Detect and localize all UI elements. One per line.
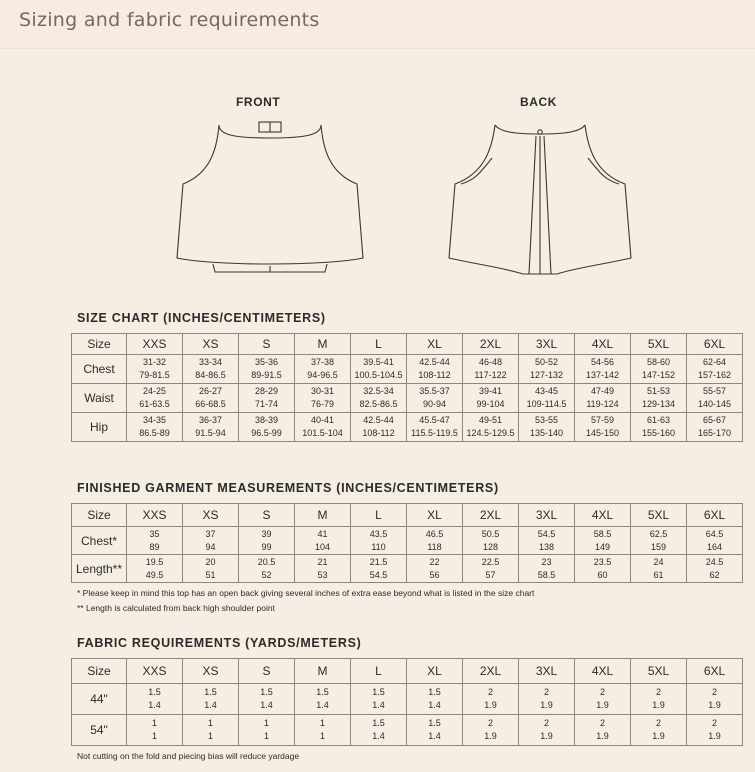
table-cell <box>183 715 239 746</box>
inches-value: 2 <box>543 687 549 697</box>
centimeters-value: 1 <box>207 731 213 741</box>
table-cell <box>575 684 631 715</box>
row-label: Chest <box>72 355 127 384</box>
inches-value: 62.5 <box>649 528 668 539</box>
table-cell <box>295 355 351 384</box>
header-3xl: 3XL <box>519 334 575 355</box>
table-cell <box>183 413 239 442</box>
inches-value: 21 <box>317 556 328 567</box>
table-cell <box>351 355 407 384</box>
table-cell <box>127 555 183 583</box>
table-cell <box>631 413 687 442</box>
header-2xl: 2XL <box>463 504 519 527</box>
table-cell <box>519 715 575 746</box>
centimeters-value: 62 <box>709 569 720 580</box>
centimeters-value: 145-150 <box>585 428 620 438</box>
table-cell <box>239 715 295 746</box>
table-cell <box>631 715 687 746</box>
inches-value: 2 <box>655 718 661 728</box>
header-6xl: 6XL <box>687 659 743 684</box>
centimeters-value: 108-112 <box>362 428 395 438</box>
inches-value: 20.5 <box>257 556 276 567</box>
inches-value: 1.5 <box>428 718 441 728</box>
header-s: S <box>239 504 295 527</box>
centimeters-value: 124.5-129.5 <box>466 428 515 438</box>
table-cell <box>183 527 239 555</box>
table-cell <box>239 555 295 583</box>
centimeters-value: 127-132 <box>529 370 564 380</box>
inches-value: 37-38 <box>310 357 335 367</box>
centimeters-value: 49.5 <box>145 569 164 580</box>
inches-value: 2 <box>599 718 605 728</box>
row-label: 44" <box>72 684 127 715</box>
inches-value: 42.5-44 <box>363 415 394 425</box>
header-m: M <box>295 334 351 355</box>
header-l: L <box>351 659 407 684</box>
centimeters-value: 56 <box>429 569 440 580</box>
inches-value: 21.5 <box>369 556 388 567</box>
table-cell <box>687 384 743 413</box>
table-cell <box>463 413 519 442</box>
inches-value: 2 <box>543 718 549 728</box>
centimeters-value: 104 <box>314 541 331 552</box>
header-m: M <box>295 659 351 684</box>
centimeters-value: 60 <box>597 569 608 580</box>
table-cell <box>687 715 743 746</box>
header-xl: XL <box>407 659 463 684</box>
table-cell <box>519 384 575 413</box>
fabric-note: Not cutting on the fold and piecing bias will reduce yardage <box>77 751 300 761</box>
row-label: Hip <box>72 413 127 442</box>
centimeters-value: 1.4 <box>148 700 161 710</box>
centimeters-value: 1.9 <box>484 700 497 710</box>
table-row <box>72 684 743 715</box>
table-cell <box>295 384 351 413</box>
table-cell <box>631 527 687 555</box>
inches-value: 1 <box>151 718 157 728</box>
centimeters-value: 1.9 <box>484 731 497 741</box>
inches-value: 54.5 <box>537 528 556 539</box>
centimeters-value: 100.5-104.5 <box>354 370 403 380</box>
centimeters-value: 1 <box>319 731 325 741</box>
inches-value: 57-59 <box>590 415 615 425</box>
table-cell <box>239 413 295 442</box>
inches-value: 1.5 <box>316 687 329 697</box>
table-cell <box>519 355 575 384</box>
table-cell <box>519 413 575 442</box>
header-size: Size <box>72 504 127 527</box>
header-4xl: 4XL <box>575 504 631 527</box>
table-cell <box>631 355 687 384</box>
inches-value: 1 <box>207 718 213 728</box>
inches-value: 58.5 <box>593 528 612 539</box>
centimeters-value: 61-63.5 <box>139 399 170 409</box>
centimeters-value: 57 <box>485 569 496 580</box>
centimeters-value: 82.5-86.5 <box>359 399 398 409</box>
table-cell <box>463 715 519 746</box>
table-cell <box>295 555 351 583</box>
header-6xl: 6XL <box>687 504 743 527</box>
fabric-chart-table <box>71 658 743 746</box>
size-chart-table <box>71 333 743 442</box>
table-row <box>72 413 743 442</box>
finished-chart-table <box>71 503 743 583</box>
table-cell <box>519 527 575 555</box>
inches-value: 42.5-44 <box>419 357 450 367</box>
centimeters-value: 94-96.5 <box>307 370 338 380</box>
centimeters-value: 159 <box>650 541 667 552</box>
centimeters-value: 54.5 <box>369 569 388 580</box>
inches-value: 2 <box>487 687 493 697</box>
inches-value: 39 <box>261 528 272 539</box>
centimeters-value: 58.5 <box>537 569 556 580</box>
table-cell <box>239 684 295 715</box>
centimeters-value: 1.4 <box>372 700 385 710</box>
inches-value: 45.5-47 <box>419 415 450 425</box>
table-cell <box>519 684 575 715</box>
table-cell <box>407 384 463 413</box>
finished-note-ease: * Please keep in mind this top has an open back giving several inches of extra ease beyond what is listed in the size chart <box>77 588 535 598</box>
centimeters-value: 1 <box>151 731 157 741</box>
table-cell <box>183 555 239 583</box>
inches-value: 50-52 <box>534 357 559 367</box>
table-cell <box>239 355 295 384</box>
table-cell <box>575 413 631 442</box>
header-size: Size <box>72 334 127 355</box>
table-cell <box>351 555 407 583</box>
header-xxs: XXS <box>127 334 183 355</box>
centimeters-value: 137-142 <box>585 370 620 380</box>
centimeters-value: 147-152 <box>641 370 676 380</box>
header-s: S <box>239 334 295 355</box>
centimeters-value: 89 <box>149 541 160 552</box>
inches-value: 40-41 <box>310 415 335 425</box>
header-5xl: 5XL <box>631 659 687 684</box>
centimeters-value: 115.5-119.5 <box>411 428 458 438</box>
inches-value: 1.5 <box>204 687 217 697</box>
header-2xl: 2XL <box>463 334 519 355</box>
centimeters-value: 101.5-104 <box>302 428 343 438</box>
inches-value: 22.5 <box>481 556 500 567</box>
inches-value: 43-45 <box>534 386 559 396</box>
centimeters-value: 118 <box>427 541 442 552</box>
table-cell <box>575 355 631 384</box>
inches-value: 41 <box>317 528 328 539</box>
table-cell <box>407 355 463 384</box>
table-cell <box>127 355 183 384</box>
table-row <box>72 355 743 384</box>
centimeters-value: 84-86.5 <box>195 370 226 380</box>
inches-value: 64.5 <box>705 528 724 539</box>
centimeters-value: 1.9 <box>652 700 665 710</box>
row-label: Waist <box>72 384 127 413</box>
size-chart-header-row <box>72 334 743 355</box>
centimeters-value: 138 <box>538 541 555 552</box>
inches-value: 62-64 <box>702 357 727 367</box>
inches-value: 39-41 <box>478 386 503 396</box>
table-cell <box>127 684 183 715</box>
centimeters-value: 1.4 <box>204 700 217 710</box>
centimeters-value: 71-74 <box>254 399 279 409</box>
table-cell <box>631 555 687 583</box>
header-xs: XS <box>183 334 239 355</box>
inches-value: 24.5 <box>705 556 724 567</box>
centimeters-value: 99-104 <box>476 399 505 409</box>
table-cell <box>575 555 631 583</box>
table-row <box>72 527 743 555</box>
inches-value: 43.5 <box>369 528 388 539</box>
centimeters-value: 117-122 <box>474 370 507 380</box>
table-cell <box>127 384 183 413</box>
table-cell <box>631 684 687 715</box>
table-cell <box>631 384 687 413</box>
inches-value: 61-63 <box>646 415 671 425</box>
row-label: Length** <box>72 555 127 583</box>
size-chart-title: SIZE CHART (INCHES/CENTIMETERS) <box>77 311 326 325</box>
centimeters-value: 1.4 <box>428 700 441 710</box>
table-cell <box>407 555 463 583</box>
table-cell <box>351 413 407 442</box>
centimeters-value: 76-79 <box>310 399 335 409</box>
inches-value: 1 <box>319 718 325 728</box>
table-cell <box>351 384 407 413</box>
inches-value: 1.5 <box>428 687 441 697</box>
table-cell <box>239 527 295 555</box>
front-label: FRONT <box>236 95 281 109</box>
table-cell <box>687 413 743 442</box>
centimeters-value: 1.9 <box>708 700 721 710</box>
table-cell <box>407 715 463 746</box>
inches-value: 20 <box>205 556 216 567</box>
header-m: M <box>295 504 351 527</box>
inches-value: 53-55 <box>534 415 559 425</box>
table-cell <box>295 413 351 442</box>
header-6xl: 6XL <box>687 334 743 355</box>
centimeters-value: 149 <box>594 541 611 552</box>
centimeters-value: 110 <box>371 541 386 552</box>
centimeters-value: 129-134 <box>641 399 676 409</box>
table-row <box>72 384 743 413</box>
inches-value: 32.5-34 <box>363 386 394 396</box>
centimeters-value: 1.4 <box>260 700 273 710</box>
row-label: 54" <box>72 715 127 746</box>
inches-value: 22 <box>429 556 440 567</box>
inches-value: 2 <box>599 687 605 697</box>
inches-value: 31-32 <box>142 357 167 367</box>
inches-value: 54-56 <box>590 357 615 367</box>
row-label: Chest* <box>72 527 127 555</box>
table-cell <box>407 527 463 555</box>
centimeters-value: 94 <box>205 541 216 552</box>
table-cell <box>575 527 631 555</box>
centimeters-value: 1.4 <box>316 700 329 710</box>
fabric-chart-header-row <box>72 659 743 684</box>
table-cell <box>463 355 519 384</box>
centimeters-value: 165-170 <box>697 428 732 438</box>
table-cell <box>463 555 519 583</box>
centimeters-value: 61 <box>653 569 664 580</box>
table-cell <box>239 384 295 413</box>
inches-value: 50.5 <box>481 528 500 539</box>
centimeters-value: 51 <box>205 569 216 580</box>
inches-value: 35-36 <box>254 357 279 367</box>
header-2xl: 2XL <box>463 659 519 684</box>
inches-value: 35.5-37 <box>419 386 450 396</box>
table-cell <box>687 555 743 583</box>
centimeters-value: 119-124 <box>586 399 619 409</box>
header-4xl: 4XL <box>575 659 631 684</box>
inches-value: 55-57 <box>702 386 727 396</box>
table-cell <box>687 527 743 555</box>
centimeters-value: 1.4 <box>428 731 441 741</box>
header-xs: XS <box>183 659 239 684</box>
inches-value: 1.5 <box>372 687 385 697</box>
centimeters-value: 53 <box>317 569 328 580</box>
table-cell <box>463 527 519 555</box>
inches-value: 24 <box>653 556 664 567</box>
header-size: Size <box>72 659 127 684</box>
table-row <box>72 715 743 746</box>
table-cell <box>127 413 183 442</box>
centimeters-value: 86.5-89 <box>139 428 170 438</box>
table-cell <box>295 715 351 746</box>
table-cell <box>687 684 743 715</box>
inches-value: 46.5 <box>425 528 444 539</box>
back-garment-illustration <box>445 118 635 283</box>
inches-value: 35 <box>149 528 160 539</box>
header-xs: XS <box>183 504 239 527</box>
inches-value: 34-35 <box>142 415 167 425</box>
finished-note-length: ** Length is calculated from back high shoulder point <box>77 603 275 613</box>
finished-chart-header-row <box>72 504 743 527</box>
centimeters-value: 1.9 <box>540 700 553 710</box>
inches-value: 33-34 <box>198 357 223 367</box>
inches-value: 28-29 <box>254 386 279 396</box>
header-3xl: 3XL <box>519 504 575 527</box>
inches-value: 19.5 <box>145 556 164 567</box>
centimeters-value: 140-145 <box>697 399 732 409</box>
inches-value: 49-51 <box>478 415 503 425</box>
header-5xl: 5XL <box>631 504 687 527</box>
centimeters-value: 90-94 <box>422 399 447 409</box>
table-cell <box>183 384 239 413</box>
centimeters-value: 108-112 <box>418 370 451 380</box>
centimeters-value: 1.9 <box>596 731 609 741</box>
centimeters-value: 1.4 <box>372 731 385 741</box>
centimeters-value: 79-81.5 <box>139 370 170 380</box>
inches-value: 2 <box>711 718 717 728</box>
inches-value: 2 <box>711 687 717 697</box>
inches-value: 37 <box>205 528 216 539</box>
header-s: S <box>239 659 295 684</box>
table-cell <box>575 715 631 746</box>
table-cell <box>463 684 519 715</box>
centimeters-value: 66-68.5 <box>195 399 226 409</box>
table-cell <box>351 527 407 555</box>
header-l: L <box>351 334 407 355</box>
inches-value: 1.5 <box>260 687 273 697</box>
inches-value: 36-37 <box>198 415 223 425</box>
table-cell <box>183 355 239 384</box>
centimeters-value: 157-162 <box>697 370 732 380</box>
table-cell <box>295 684 351 715</box>
table-cell <box>407 684 463 715</box>
table-cell <box>519 555 575 583</box>
centimeters-value: 155-160 <box>641 428 676 438</box>
finished-chart-title: FINISHED GARMENT MEASUREMENTS (INCHES/CENTIMETERS) <box>77 481 499 495</box>
centimeters-value: 1.9 <box>652 731 665 741</box>
inches-value: 65-67 <box>702 415 727 425</box>
centimeters-value: 96.5-99 <box>251 428 282 438</box>
centimeters-value: 91.5-94 <box>195 428 226 438</box>
centimeters-value: 1 <box>263 731 269 741</box>
centimeters-value: 1.9 <box>596 700 609 710</box>
header-xl: XL <box>407 334 463 355</box>
header-4xl: 4XL <box>575 334 631 355</box>
table-cell <box>183 684 239 715</box>
centimeters-value: 52 <box>261 569 272 580</box>
centimeters-value: 1.9 <box>708 731 721 741</box>
header-l: L <box>351 504 407 527</box>
table-cell <box>127 527 183 555</box>
centimeters-value: 89-91.5 <box>251 370 282 380</box>
inches-value: 23.5 <box>593 556 612 567</box>
centimeters-value: 128 <box>482 541 499 552</box>
centimeters-value: 135-140 <box>529 428 564 438</box>
inches-value: 46-48 <box>478 357 503 367</box>
header-xxs: XXS <box>127 659 183 684</box>
inches-value: 47-49 <box>590 386 615 396</box>
inches-value: 30-31 <box>310 386 335 396</box>
inches-value: 2 <box>655 687 661 697</box>
table-cell <box>407 413 463 442</box>
back-label: BACK <box>520 95 558 109</box>
fabric-chart-title: FABRIC REQUIREMENTS (YARDS/METERS) <box>77 636 362 650</box>
header-5xl: 5XL <box>631 334 687 355</box>
table-cell <box>351 684 407 715</box>
header-3xl: 3XL <box>519 659 575 684</box>
table-cell <box>295 527 351 555</box>
inches-value: 51-53 <box>646 386 671 396</box>
table-cell <box>127 715 183 746</box>
centimeters-value: 99 <box>261 541 272 552</box>
table-row <box>72 555 743 583</box>
inches-value: 1.5 <box>372 718 385 728</box>
header-xl: XL <box>407 504 463 527</box>
inches-value: 24-25 <box>142 386 167 396</box>
inches-value: 2 <box>487 718 493 728</box>
front-garment-illustration <box>175 118 365 283</box>
inches-value: 1 <box>263 718 269 728</box>
inches-value: 38-39 <box>254 415 279 425</box>
header-xxs: XXS <box>127 504 183 527</box>
table-cell <box>351 715 407 746</box>
table-cell <box>687 355 743 384</box>
inches-value: 1.5 <box>148 687 161 697</box>
inches-value: 39.5-41 <box>363 357 394 367</box>
centimeters-value: 109-114.5 <box>526 399 567 409</box>
inches-value: 26-27 <box>198 386 223 396</box>
inches-value: 58-60 <box>646 357 671 367</box>
centimeters-value: 164 <box>706 541 723 552</box>
table-cell <box>575 384 631 413</box>
table-cell <box>463 384 519 413</box>
centimeters-value: 1.9 <box>540 731 553 741</box>
page-title: Sizing and fabric requirements <box>19 9 320 31</box>
inches-value: 23 <box>541 556 552 567</box>
